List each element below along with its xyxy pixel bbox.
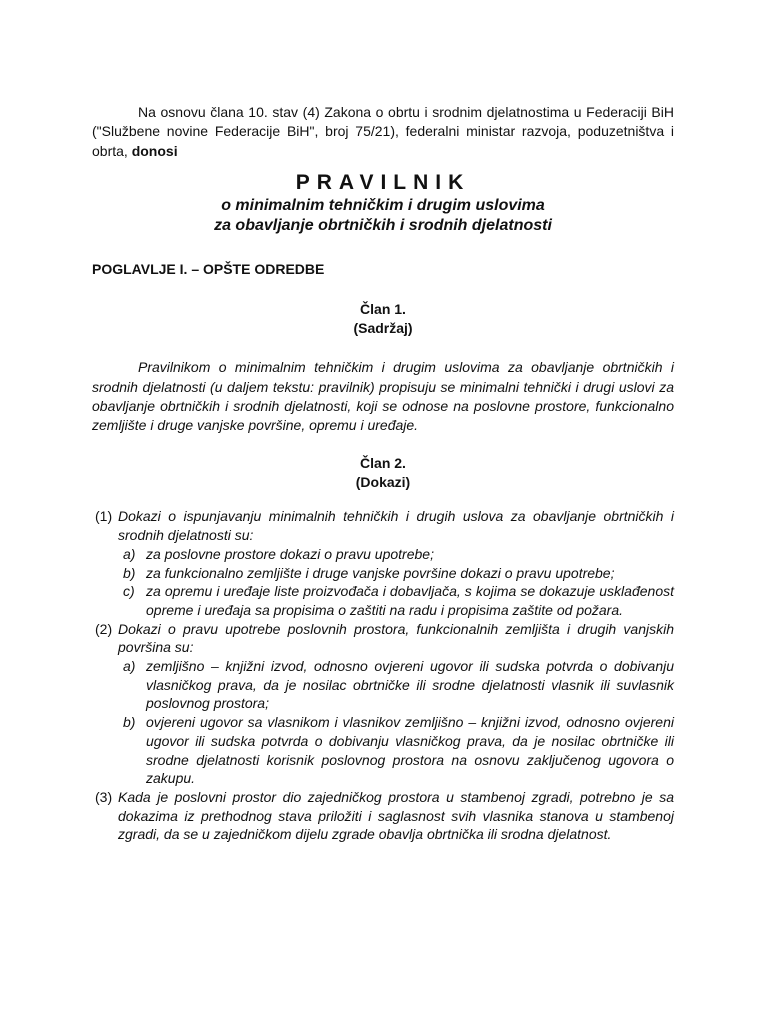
list-letter: a) — [123, 545, 136, 562]
article-1-heading: (Sadržaj) — [353, 320, 413, 337]
document-title: PRAVILNIK — [295, 171, 471, 195]
article-1-number: Član 1. — [360, 301, 406, 318]
subtitle-line-2: za obavljanje obrtničkih i srodnih djelatnosti — [214, 217, 552, 235]
list-item — [92, 564, 674, 583]
list-item — [92, 582, 674, 619]
chapter-heading: POGLAVLJE I. – OPŠTE ODREDBE — [92, 261, 325, 278]
paragraph-2 — [92, 620, 674, 788]
list-item — [92, 713, 674, 788]
list-text: zemljišno – knjižni izvod, odnosno ovjereni ugovor ili sudska potvrda o dobivanju vlasničkog prava, da je nosilac obrtničke ili srodne djelatnosti vlasnik ili suvlasnik poslovnog prostora; — [146, 658, 674, 712]
paragraph-text: Kada je poslovni prostor dio zajedničkog prostora u stambenoj zgradi, potrebno je sa dokazima iz prethodnog stava priložiti i saglasnost svih vlasnika stanova u stambenoj zgradi, da se u zajedničkom dijelu zgrade obavlja obrtnička ili srodna djelatnost. — [118, 788, 674, 843]
list-text: ovjereni ugovor sa vlasnikom i vlasnikov zemljišno – knjižni izvod, odnosno ovjereni ugovor ili sudska potvrda o dobivanju vlasničkog prava, da je nosilac obrtničke ili srodne djelatnosti korisnik poslovnog prostora na osnovu zaključenog ugovora o zakupu. — [146, 714, 674, 787]
article-2-paragraphs — [92, 507, 674, 844]
paragraph-number: (3) — [95, 788, 113, 805]
document-page — [92, 103, 674, 844]
list-letter: b) — [123, 564, 136, 581]
list-item — [92, 657, 674, 713]
paragraph-text: Dokazi o pravu upotrebe poslovnih prostora, funkcionalnih zemljišta i drugih vanjskih površina su: — [118, 620, 674, 656]
list-text: za poslovne prostore dokazi o pravu upotrebe; — [146, 545, 434, 562]
paragraph-1 — [92, 507, 674, 619]
list-letter: a) — [123, 658, 136, 675]
paragraph-text: Dokazi o ispunjavanju minimalnih tehničkih i drugih uslova za obavljanje obrtničkih i srodnih djelatnosti su: — [118, 508, 674, 544]
intro-paragraph — [92, 103, 674, 161]
intro-text: Na osnovu člana 10. stav (4) Zakona o obrtu i srodnim djelatnostima u Federaciji BiH ("Službene novine Federacije BiH", broj 75/21), federalni ministar razvoja, poduzetništva i obrta, — [92, 104, 674, 159]
subtitle-line-1: o minimalnim tehničkim i drugim uslovima — [221, 197, 545, 215]
article-2-number: Član 2. — [360, 455, 406, 472]
list-item — [92, 545, 674, 564]
list-text: za opremu i uređaje liste proizvođača i dobavljača, s kojima se dokazuje usklađenost opreme i uređaja sa propisima o zaštiti na radu i propisima zaštite od požara. — [146, 583, 674, 618]
paragraph-number: (2) — [95, 620, 113, 637]
paragraph-3 — [92, 788, 674, 844]
list-letter: b) — [123, 714, 136, 731]
list-letter: c) — [123, 583, 135, 600]
article-1-text: Pravilnikom o minimalnim tehničkim i drugim uslovima za obavljanje obrtničkih i srodnih djelatnosti (u daljem tekstu: pravilnik) propisuju se minimalni tehnički i drugi uslovi za obavljanje obrtničkih i srodnih djelatnosti, koji se odnose na poslovne prostore, funkcionalno zemljište i druge vanjske površine, opremu i uređaje. — [92, 359, 674, 434]
intro-bold-word: donosi — [131, 142, 178, 159]
paragraph-number: (1) — [95, 508, 113, 525]
article-2-heading: (Dokazi) — [355, 474, 411, 491]
list-text: za funkcionalno zemljište i druge vanjske površine dokazi o pravu upotrebe; — [146, 564, 615, 581]
